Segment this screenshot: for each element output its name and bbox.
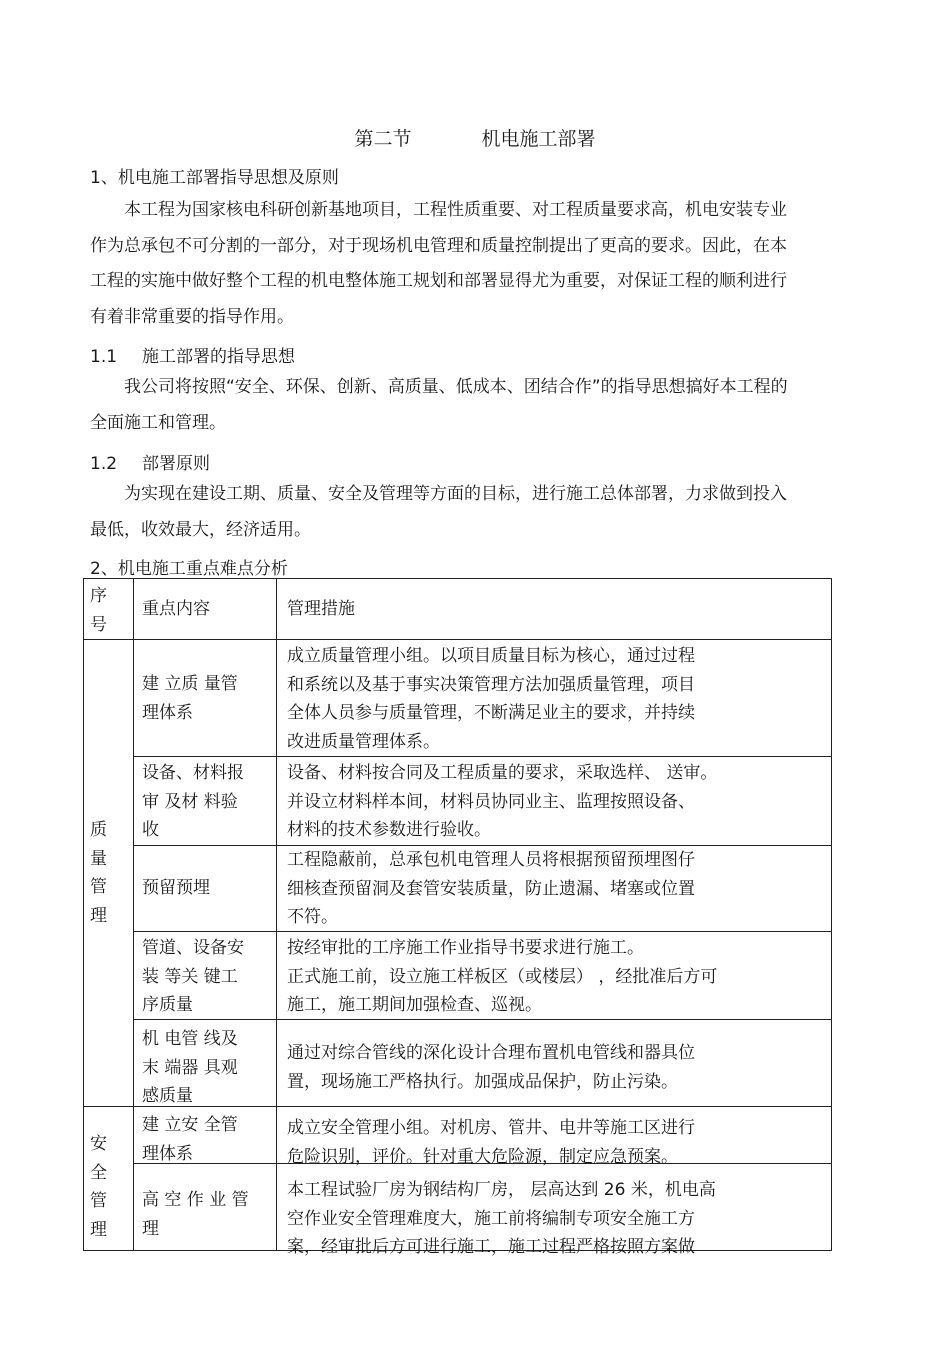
row-7-content: 高 空 作 业 管 理	[142, 1190, 249, 1239]
paragraph-guiding-thought: 我公司将按照“安全、环保、创新、高质量、低成本、团结合作”的指导思想搞好本工程的全面施工和管理。	[90, 377, 788, 433]
group-quality: 质 量 管 理	[90, 820, 107, 926]
row-2-measures: 设备、材料按合同及工程质量的要求，采取选样、 送审。 并设立材料样本间，材料员协同业主、监理按照设备、 材料的技术参数进行验收。	[287, 763, 718, 840]
header-measures: 管理措施	[287, 599, 355, 619]
row-5-content: 机 电管 线及 末 端器 具观 感质量	[142, 1029, 238, 1106]
header-content: 重点内容	[142, 599, 210, 619]
paragraph-principles: 为实现在建设工期、质量、安全及管理等方面的目标，进行施工总体部署，力求做到投入最低，收效最大，经济适用。	[90, 484, 787, 540]
row-7-measures: 本工程试验厂房为钢结构厂房， 层高达到 26 米，机电高 空作业安全管理难度大，施工前将编制专项安全施工方 案，经审批后方可进行施工，施工过程严格按照方案做	[287, 1180, 716, 1257]
heading-1-1-text: 施工部署的指导思想	[142, 347, 295, 367]
row-3-content: 预留预埋	[142, 878, 210, 898]
group-safety: 安 全 管 理	[90, 1134, 107, 1240]
section-title	[0, 124, 950, 151]
table-divider	[276, 579, 277, 1250]
heading-1-1	[90, 342, 295, 367]
row-6-content: 建 立安 全管 理体系	[142, 1115, 238, 1164]
heading-1-1-number: 1.1	[90, 347, 118, 367]
section-name: 机电施工部署	[481, 128, 596, 150]
table-divider	[133, 579, 134, 1250]
row-6-measures: 成立安全管理小组。对机房、管井、电井等施工区进行 危险识别，评价。针对重大危险源，制定应急预案。	[287, 1118, 695, 1167]
heading-1: 1、机电施工部署指导思想及原则	[90, 168, 339, 188]
row-4-measures: 按经审批的工序施工作业指导书要求进行施工。 正式施工前，设立施工样板区（或楼层） ，经批准后方可 施工，施工期间加强检查、巡视。	[287, 938, 718, 1015]
paragraph-intro: 本工程为国家核电科研创新基地项目，工程性质重要、对工程质量要求高，机电安装专业作为总承包不可分割的一部分，对于现场机电管理和质量控制提出了更高的要求。因此，在本工程的实施中做好整个工程的机电整体施工规划和部署显得尤为重要，对保证工程的顺利进行有着非常重要的指导作用。	[90, 200, 787, 327]
table-divider	[133, 756, 831, 757]
row-1-measures: 成立质量管理小组。以项目质量目标为核心，通过过程 和系统以及基于事实决策管理方法加强质量管理，项目 全体人员参与质量管理，不断满足业主的要求，并持续 改进质量管理体系。	[287, 646, 695, 752]
heading-1-2	[90, 449, 210, 474]
heading-2: 2、机电施工重点难点分析	[90, 559, 288, 579]
heading-1-2-number: 1.2	[90, 454, 118, 474]
row-2-content: 设备、材料报 审 及材 料验 收	[142, 763, 244, 840]
table-divider	[84, 639, 831, 640]
row-4-content: 管道、设备安 装 等关 键工 序质量	[142, 938, 244, 1015]
header-seq: 序 号	[90, 586, 107, 635]
row-1-content: 建 立质 量管 理体系	[142, 674, 238, 723]
row-3-measures: 工程隐蔽前，总承包机电管理人员将根据预留预埋图仔 细核查预留洞及套管安装质量，防止遗漏、堵塞或位置 不符。	[287, 850, 695, 927]
key-points-table	[83, 578, 832, 1257]
heading-1-2-text: 部署原则	[142, 454, 210, 474]
row-5-measures: 通过对综合管线的深化设计合理布置机电管线和器具位 置，现场施工严格执行。加强成品保护，防止污染。	[287, 1043, 695, 1092]
section-number: 第二节	[354, 128, 412, 150]
